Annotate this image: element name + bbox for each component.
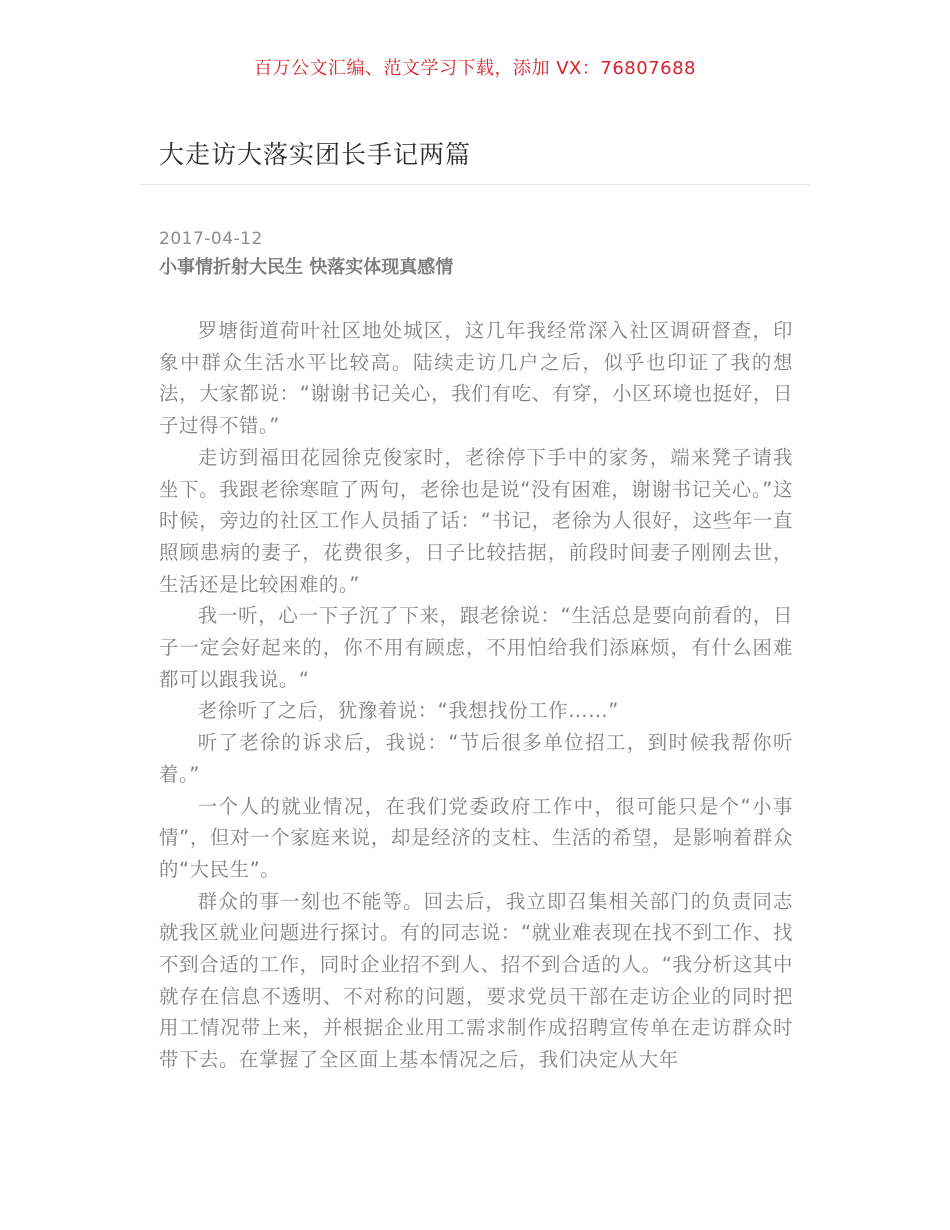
- paragraph: 一个人的就业情况，在我们党委政府工作中，很可能只是个“小事情”，但对一个家庭来说，却是经济的支柱、生活的希望，是影响着群众的“大民生”。: [159, 794, 793, 881]
- article-subtitle: 小事情折射大民生 快落实体现真感情: [159, 257, 454, 278]
- paragraph: 罗塘街道荷叶社区地处城区，这几年我经常深入社区调研督查，印象中群众生活水平比较高。陆续走访几户之后，似乎也印证了我的想法，大家都说：“谢谢书记关心，我们有吃、有穿，小区环境也挺好，日子过得不错。”: [159, 319, 793, 438]
- paragraph: 我一听，心一下子沉了下来，跟老徐说：“生活总是要向前看的，日子一定会好起来的，你不用有顾虑，不用怕给我们添麻烦，有什么困难都可以跟我说。“: [159, 604, 793, 691]
- paragraph: 听了老徐的诉求后，我说：“节后很多单位招工，到时候我帮你听着。”: [159, 731, 793, 786]
- publish-date: 2017-04-12: [159, 229, 263, 249]
- title-divider: [140, 184, 810, 185]
- article-body: [159, 315, 793, 1076]
- paragraph: 老徐听了之后，犹豫着说：“我想找份工作……”: [197, 699, 619, 723]
- paragraph: 走访到福田花园徐克俊家时，老徐停下手中的家务，端来凳子请我坐下。我跟老徐寒暄了两句，老徐也是说“没有困难，谢谢书记关心。”这时候，旁边的社区工作人员插了话：“书记，老徐为人很好，这些年一直照顾患病的妻子，花费很多，日子比较拮据，前段时间妻子刚刚去世，生活还是比较困难的。”: [159, 445, 793, 596]
- watermark-banner: 百万公文汇编、范文学习下载，添加 VX：76807688: [254, 58, 696, 79]
- page-title: 大走访大落实团长手记两篇: [159, 140, 472, 169]
- paragraph: 群众的事一刻也不能等。回去后，我立即召集相关部门的负责同志就我区就业问题进行探讨。有的同志说：“就业难表现在找不到工作、找不到合适的工作，同时企业招不到人、招不到合适的人。“我分析这其中就存在信息不透明、不对称的问题，要求党员干部在走访企业的同时把用工情况带上来，并根据企业用工需求制作成招聘宣传单在走访群众时带下去。在掌握了全区面上基本情况之后，我们决定从大年: [159, 889, 793, 1072]
